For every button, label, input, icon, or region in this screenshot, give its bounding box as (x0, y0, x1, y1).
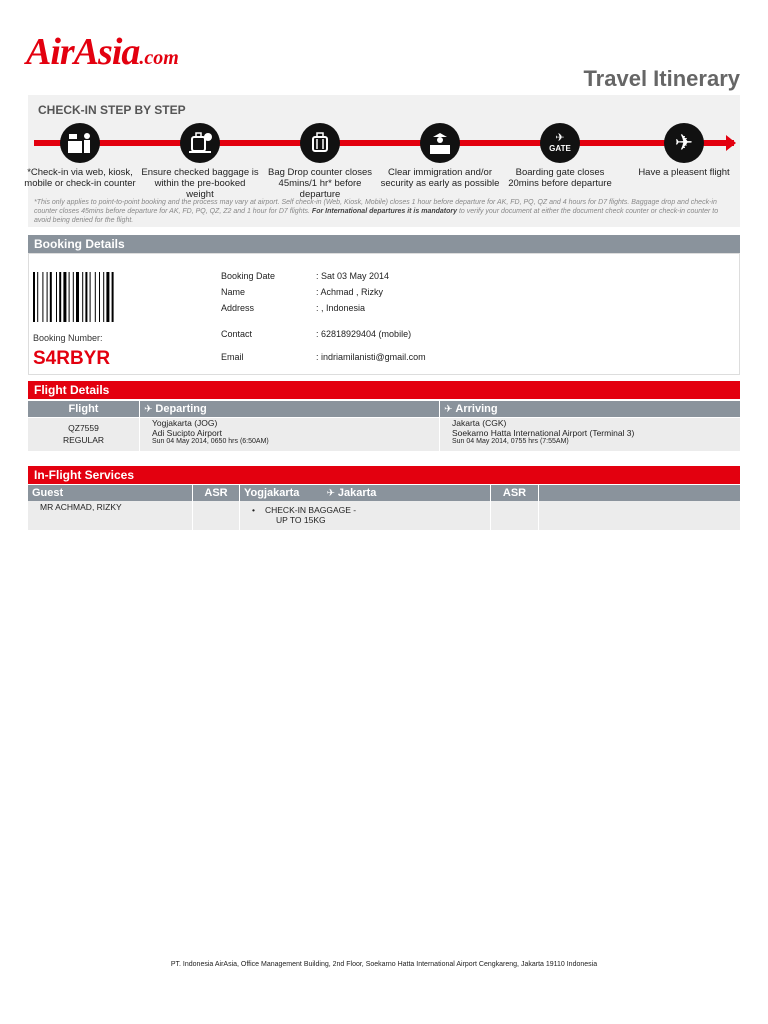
airplane-icon: ✈ (664, 123, 704, 163)
guest-name: MR ACHMAD, RIZKY (28, 501, 193, 530)
barcode-bar (50, 272, 52, 322)
checkin-step-1 (20, 123, 140, 189)
barcode-bar (82, 272, 83, 322)
asr-cell-2 (491, 501, 539, 530)
barcode-bar (63, 272, 66, 322)
col-empty (539, 485, 740, 501)
step-label: Clear immigration and/or security as early as possible (380, 167, 500, 189)
gate-icon: ✈ GATE (540, 123, 580, 163)
step-label: Boarding gate closes 20mins before departure (508, 167, 612, 189)
checkin-note: *This only applies to point-to-point booking and the process may vary at airport. Self check-in (Web, Kiosk, Mobile) closes 1 hour before departure for AK, FD, PQ, QZ and 4 hours for D7 flights. Baggage drop and check-in counter closes 45mins before departure for AK, FD, PQ, QZ, Z2 and 1 hour for D7 flights. For International departures it is mandatory to verify your document at either the document check counter or check-in counter to avoid being denied for the flight. (34, 199, 719, 224)
col-asr-2: ASR (491, 485, 539, 501)
arriving-plane-icon: ✈ (444, 404, 453, 415)
barcode-bar (112, 272, 114, 322)
departure-airport: Adi Sucipto Airport (152, 428, 222, 438)
step-label: *Check-in via web, kiosk, mobile or check-in counter (24, 167, 136, 189)
col-asr: ASR (193, 485, 240, 501)
fare-type: REGULAR (62, 435, 105, 445)
step-label: Bag Drop counter closes 45mins/1 hr* before departure (267, 167, 373, 200)
col-guest: Guest (28, 485, 193, 501)
booking-details-header: Booking Details (28, 235, 740, 253)
booking-number-label: Booking Number: (33, 333, 103, 343)
email-value[interactable]: : indriamilanisti@gmail.com (316, 352, 426, 362)
barcode-bar (59, 272, 61, 322)
asr-cell (193, 501, 240, 530)
services-table-header (28, 485, 740, 501)
arrival-airport: Soekarno Hatta International Airport (Terminal 3) (452, 428, 635, 438)
contact-value: : 62818929404 (mobile) (316, 329, 412, 339)
bullet: • (252, 505, 255, 515)
checkin-steps-banner (24, 95, 740, 227)
barcode-bar (37, 272, 38, 322)
checkin-step-4 (380, 123, 500, 189)
barcode-bar (33, 272, 35, 322)
logo-suffix: .com (139, 47, 179, 69)
inflight-services-header: In-Flight Services (28, 466, 740, 484)
gate-badge: GATE (549, 144, 571, 153)
arrival-city: Jakarta (CGK) (452, 418, 507, 428)
booking-date-value: : Sat 03 May 2014 (316, 271, 390, 281)
barcode-bar (106, 272, 109, 322)
arrival-time: Sun 04 May 2014, 0755 hrs (7:55AM) (452, 438, 569, 445)
col-route: Yogjakarta ✈ Jakarta (240, 485, 491, 501)
barcode-bar (73, 272, 74, 322)
baggage-scale-icon (180, 123, 220, 163)
booking-number: S4RBYR (33, 348, 111, 369)
flight-row (28, 418, 740, 451)
flight-details-header: Flight Details (28, 381, 740, 399)
address-label: Address (221, 303, 255, 313)
email-label: Email (221, 352, 244, 362)
bag-drop-icon (300, 123, 340, 163)
barcode-bar (56, 272, 57, 322)
barcode-bar (103, 272, 104, 322)
booking-details-box (28, 253, 740, 375)
barcode-bar (90, 272, 91, 322)
checkin-step-5 (500, 123, 620, 189)
barcode-bar (69, 272, 70, 322)
name-value: : Achmad , Rizky (316, 287, 384, 297)
contact-label: Contact (221, 329, 253, 339)
checkin-step-3 (260, 123, 380, 200)
col-flight: Flight (28, 401, 140, 417)
barcode (33, 272, 133, 322)
service-item: • CHECK-IN BAGGAGE - UP TO 15KG (240, 501, 491, 530)
logo-text: AirAsia (26, 31, 140, 73)
step-label: Have a pleasent flight (638, 167, 730, 178)
checkin-step-6 (624, 123, 744, 178)
barcode-bar (85, 272, 87, 322)
departing-plane-icon: ✈ (144, 404, 153, 415)
flight-table-header (28, 401, 740, 417)
empty-cell (539, 501, 740, 530)
checkin-step-2 (140, 123, 260, 200)
departure-city: Yogjakarta (JOG) (152, 418, 218, 428)
departure-time: Sun 04 May 2014, 0650 hrs (6:50AM) (152, 438, 269, 445)
col-departing: ✈ Departing (140, 401, 440, 417)
airasia-logo (26, 30, 179, 74)
name-label: Name (221, 287, 246, 297)
checkin-title: CHECK-IN STEP BY STEP (38, 103, 186, 117)
flight-number: QZ7559 (68, 423, 99, 433)
barcode-bar (76, 272, 79, 322)
address-value: : , Indonesia (316, 303, 366, 313)
barcode-bar (42, 272, 43, 322)
arriving-cell (440, 418, 740, 451)
step-label: Ensure checked baggage is within the pre-booked weight (141, 167, 259, 200)
barcode-bar (99, 272, 100, 322)
barcode-bar (47, 272, 48, 322)
booking-date-label: Booking Date (221, 271, 276, 281)
route-plane-icon: ✈ (326, 488, 335, 499)
checkin-counter-icon (60, 123, 100, 163)
services-row (28, 501, 740, 530)
flight-cell (28, 418, 140, 451)
footer-address: PT. Indonesia AirAsia, Office Management Building, 2nd Floor, Soekarno Hatta International Airport Cengkareng, Jakarta 19110 Indonesia (170, 961, 598, 968)
departing-cell (140, 418, 440, 451)
barcode-bar (95, 272, 96, 322)
page-title: Travel Itinerary (583, 66, 740, 91)
immigration-officer-icon (420, 123, 460, 163)
col-arriving: ✈ Arriving (444, 403, 498, 415)
